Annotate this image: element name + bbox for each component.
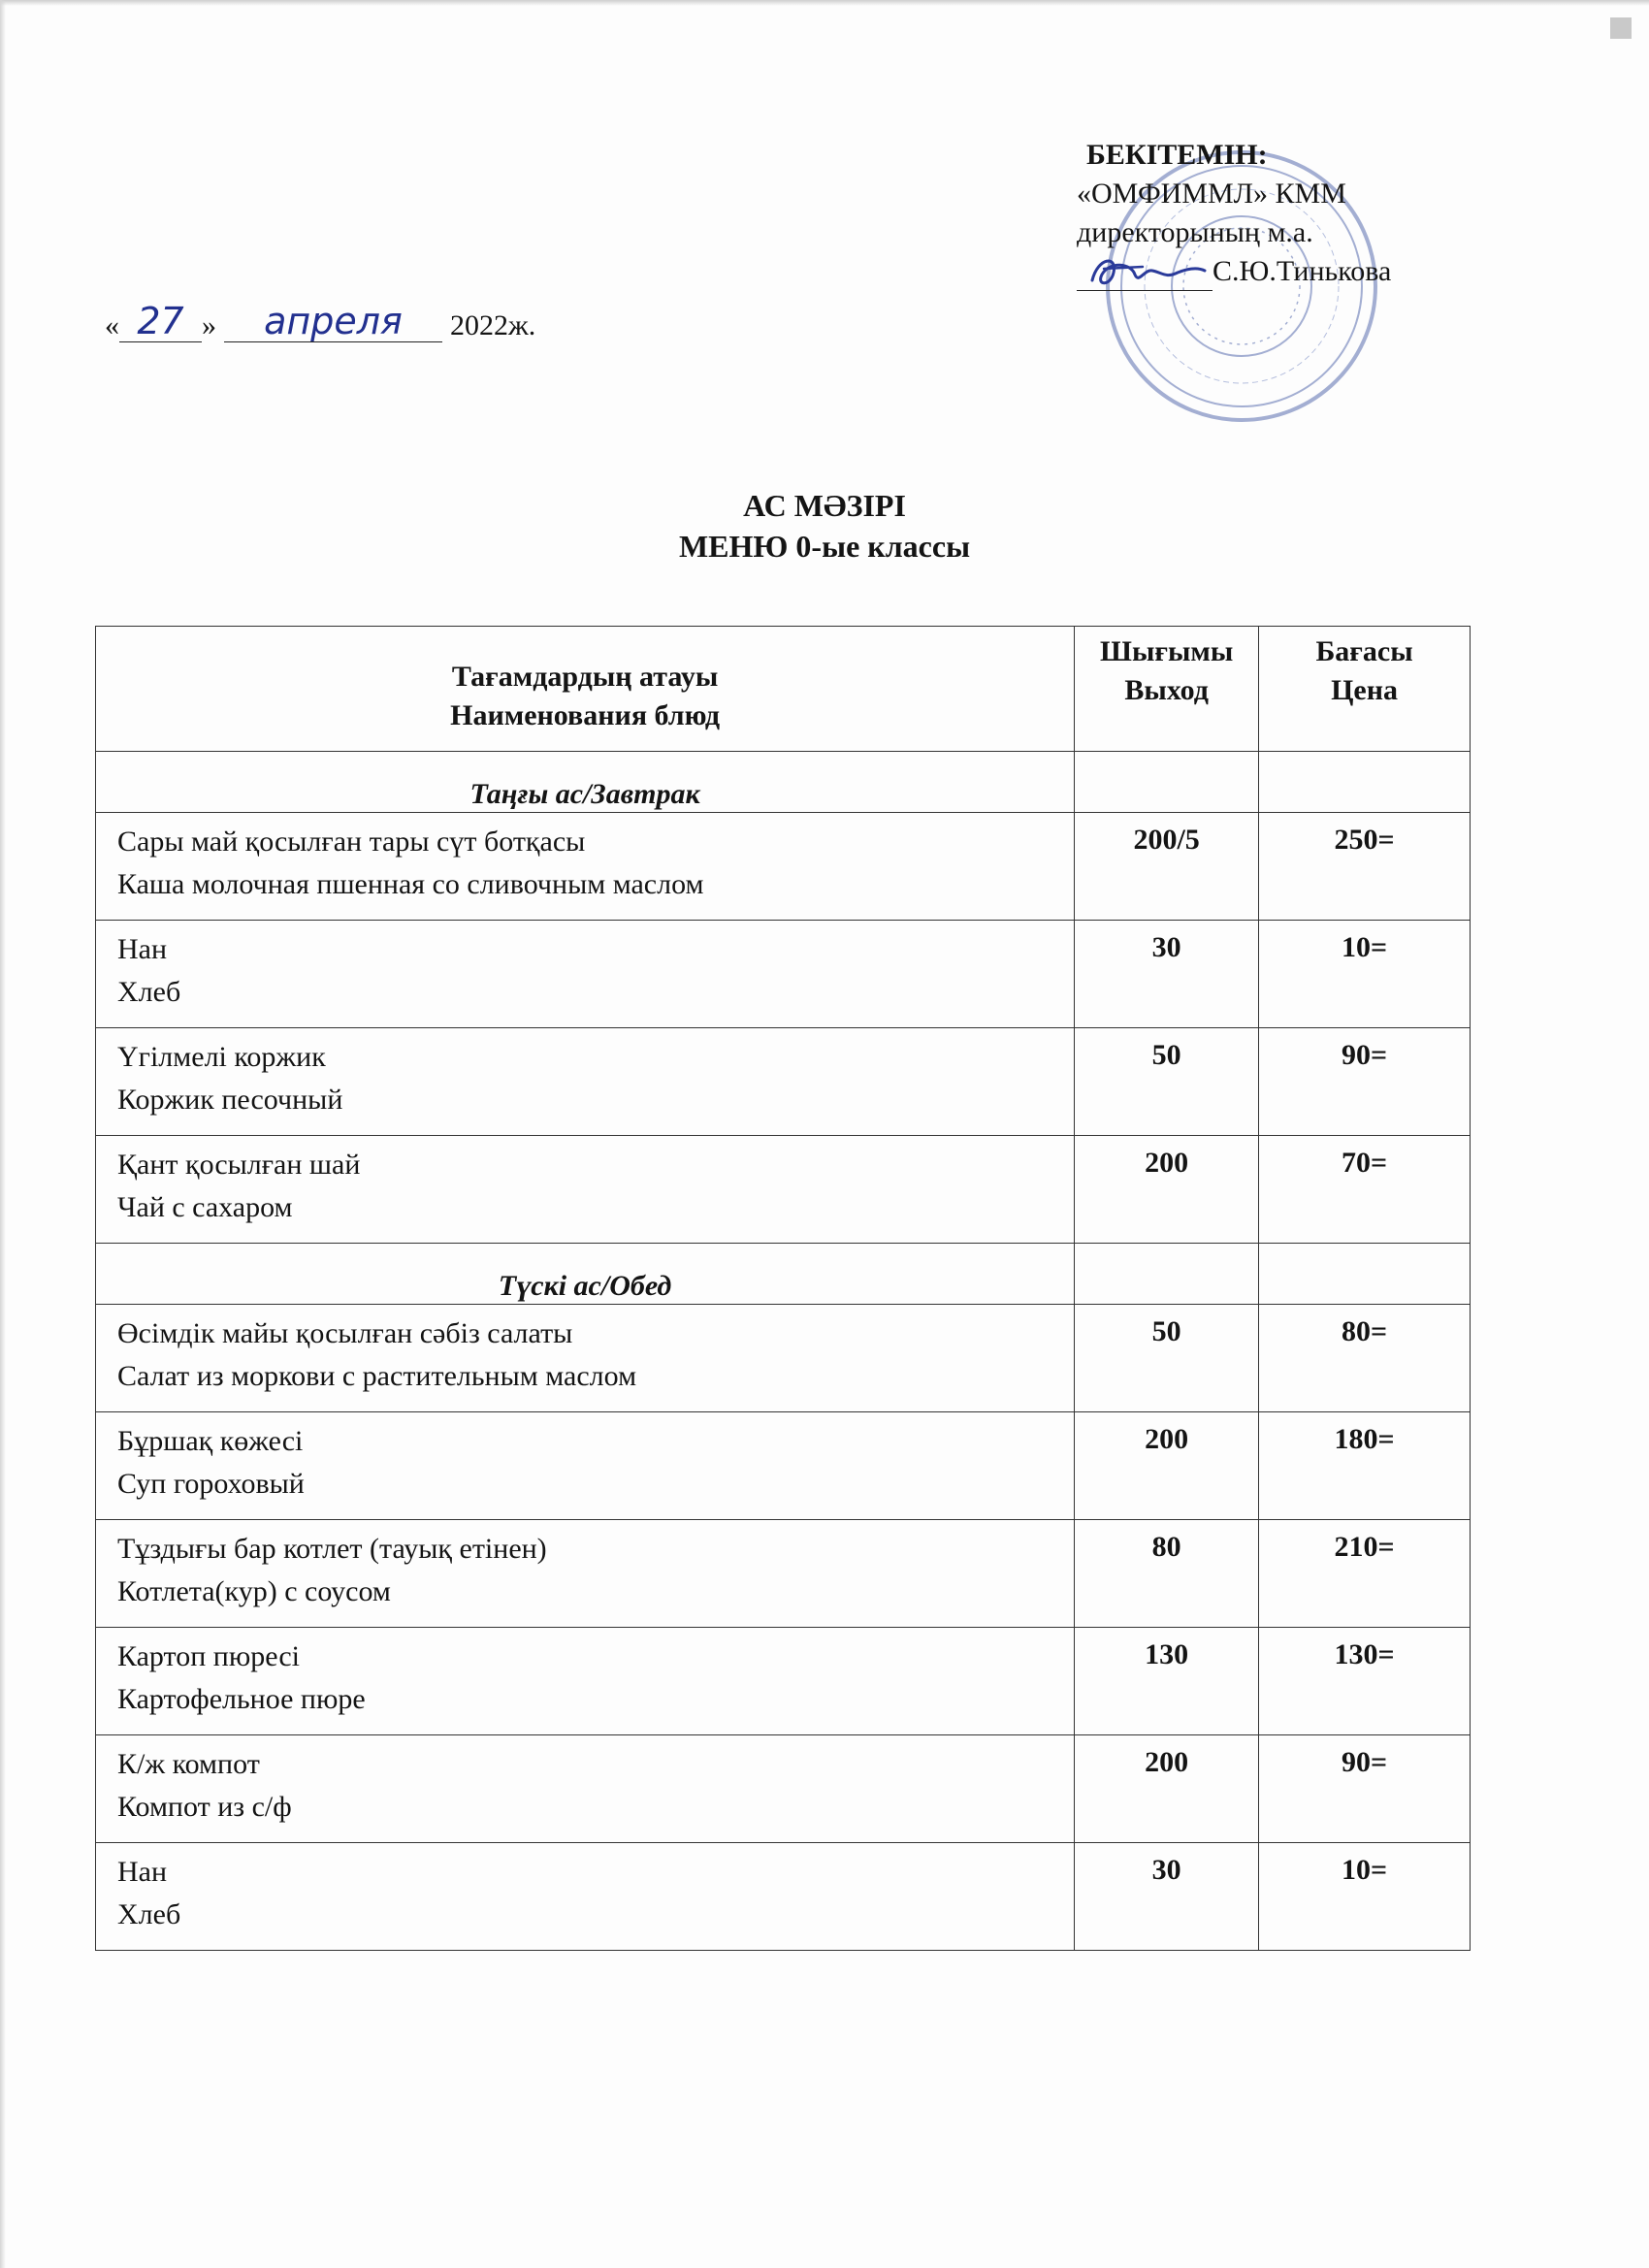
dish-price: 90=: [1259, 1735, 1471, 1843]
dish-price: 90=: [1259, 1028, 1471, 1136]
table-row: [96, 813, 1471, 921]
header-price-kz: Бағасы: [1315, 635, 1413, 667]
dish-name-kz: Тұздығы бар котлет (тауық етінен): [117, 1533, 547, 1565]
header-yield: [1075, 627, 1259, 752]
header-price: [1259, 627, 1471, 752]
approval-title: БЕКІТЕМІН:: [1086, 139, 1268, 171]
dish-name-cell: [96, 1028, 1075, 1136]
header-yield-ru: Выход: [1124, 674, 1209, 706]
approval-block: [1077, 136, 1581, 291]
dish-price: 250=: [1259, 813, 1471, 921]
dish-yield: 130: [1075, 1628, 1259, 1735]
dish-name-ru: Хлеб: [117, 976, 181, 1008]
dish-name-cell: [96, 1628, 1075, 1735]
dish-name-ru: Компот из с/ф: [117, 1791, 292, 1823]
dish-name-kz: Сары май қосылған тары сүт ботқасы: [117, 826, 586, 858]
dish-name-kz: К/ж компот: [117, 1748, 260, 1780]
dish-price: 10=: [1259, 921, 1471, 1028]
dish-name-ru: Чай с сахаром: [117, 1191, 293, 1223]
dish-name-cell: [96, 1305, 1075, 1412]
section-price-empty: [1259, 1244, 1471, 1305]
dish-name-ru: Коржик песочный: [117, 1084, 343, 1116]
dish-name-ru: Котлета(кур) с соусом: [117, 1575, 391, 1607]
dish-name-ru: Салат из моркови с растительным маслом: [117, 1360, 637, 1392]
header-name: [96, 627, 1075, 752]
title-ru: МЕНЮ 0-ые классы: [678, 529, 971, 564]
signature-blank: [1077, 261, 1212, 291]
dish-yield: 200: [1075, 1412, 1259, 1520]
dish-name-kz: Нан: [117, 1856, 168, 1888]
dish-name-kz: Бұршақ көжесі: [117, 1425, 304, 1457]
date-line: [105, 300, 536, 342]
date-open-quote: «: [105, 309, 119, 341]
menu-table: [95, 626, 1471, 1951]
section-label: Таңғы ас/Завтрак: [96, 752, 1075, 813]
dish-price: 80=: [1259, 1305, 1471, 1412]
table-row: [96, 921, 1471, 1028]
section-label: Түскі ас/Обед: [96, 1244, 1075, 1305]
table-row: [96, 1412, 1471, 1520]
dish-price: 10=: [1259, 1843, 1471, 1951]
dish-yield: 200: [1075, 1136, 1259, 1244]
table-row: [96, 1520, 1471, 1628]
table-row: [96, 1305, 1471, 1412]
dish-name-cell: [96, 1843, 1075, 1951]
dish-yield: 80: [1075, 1520, 1259, 1628]
date-month: апреля: [264, 300, 403, 342]
dish-name-kz: Үгілмелі коржик: [117, 1041, 326, 1073]
header-price-ru: Цена: [1331, 674, 1399, 706]
dish-price: 210=: [1259, 1520, 1471, 1628]
dish-price: 180=: [1259, 1412, 1471, 1520]
dish-yield: 50: [1075, 1028, 1259, 1136]
dish-yield: 30: [1075, 1843, 1259, 1951]
table-row: [96, 1735, 1471, 1843]
dish-name-ru: Суп гороховый: [117, 1468, 305, 1500]
date-year: 2022ж.: [450, 309, 536, 341]
dish-name-cell: [96, 1136, 1075, 1244]
scan-edge-left: [0, 0, 6, 2268]
dish-yield: 200/5: [1075, 813, 1259, 921]
dish-name-ru: Каша молочная пшенная со сливочным маслом: [117, 868, 704, 900]
signature-icon: [1084, 247, 1211, 296]
dish-name-kz: Картоп пюресі: [117, 1640, 300, 1672]
dish-yield: 200: [1075, 1735, 1259, 1843]
signature-line: [1077, 252, 1581, 291]
dish-name-cell: [96, 921, 1075, 1028]
title-kz: АС МӘЗІРІ: [743, 488, 906, 523]
approval-position: директорының м.а.: [1077, 216, 1313, 248]
date-month-blank: [224, 300, 442, 342]
scan-edge-top: [0, 0, 1649, 6]
dish-name-cell: [96, 1735, 1075, 1843]
table-row: [96, 1843, 1471, 1951]
dish-name-ru: Хлеб: [117, 1898, 181, 1930]
dish-name-cell: [96, 1412, 1075, 1520]
table-row: [96, 1136, 1471, 1244]
table-header-row: [96, 627, 1471, 752]
approval-signer: С.Ю.Тинькова: [1212, 255, 1392, 287]
section-row: [96, 752, 1471, 813]
dish-price: 70=: [1259, 1136, 1471, 1244]
section-yield-empty: [1075, 1244, 1259, 1305]
approval-org: «ОМФИММЛ» КММ: [1077, 178, 1346, 210]
menu-table-body: [96, 627, 1471, 1951]
document-title: [0, 485, 1649, 567]
dish-name-cell: [96, 1520, 1075, 1628]
date-close-quote: »: [202, 309, 216, 341]
dish-yield: 30: [1075, 921, 1259, 1028]
section-yield-empty: [1075, 752, 1259, 813]
dish-name-ru: Картофельное пюре: [117, 1683, 366, 1715]
header-yield-kz: Шығымы: [1100, 635, 1234, 667]
dish-name-kz: Өсімдік майы қосылған сәбіз салаты: [117, 1317, 573, 1349]
date-day-blank: [119, 300, 202, 342]
section-row: [96, 1244, 1471, 1305]
dish-yield: 50: [1075, 1305, 1259, 1412]
dish-name-cell: [96, 813, 1075, 921]
dish-name-kz: Нан: [117, 933, 168, 965]
header-name-kz: Тағамдардың атауы: [451, 661, 719, 693]
table-row: [96, 1628, 1471, 1735]
date-day: 27: [137, 300, 184, 342]
header-name-ru: Наименования блюд: [450, 699, 721, 731]
scan-corner-mark: [1610, 17, 1632, 39]
section-price-empty: [1259, 752, 1471, 813]
dish-name-kz: Қант қосылған шай: [117, 1149, 361, 1181]
dish-price: 130=: [1259, 1628, 1471, 1735]
table-row: [96, 1028, 1471, 1136]
